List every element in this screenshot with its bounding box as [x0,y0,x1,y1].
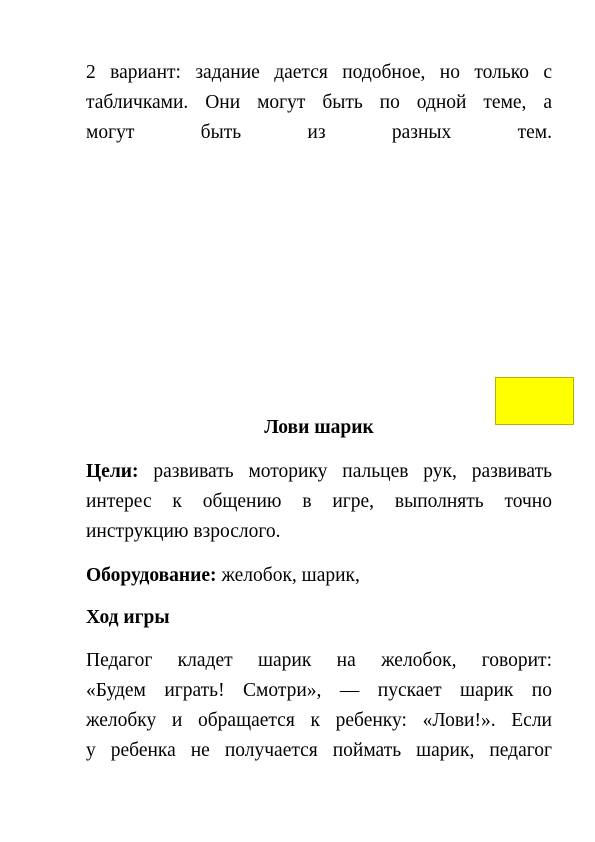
equipment-label: Оборудование: [86,565,217,586]
progress-line: Педагог кладет шарик на желобок, говорит: [86,650,552,671]
progress-line: у ребенка не получается поймать шарик, педагог [86,740,552,761]
equipment-text: желобок, шарик, [216,565,360,586]
progress-line: «Будем играть! Смотри», — пускает шарик по [86,680,552,701]
progress-line: желобку и обращается к ребенку: «Лови!». Если [86,710,552,731]
goals-paragraph [86,457,552,547]
intro-line: 2 вариант: задание дается подобное, но только с [86,62,552,83]
intro-paragraph [86,58,552,148]
game-title: Лови шарик [264,417,374,438]
goals-label: Цели: [86,461,139,482]
intro-line: табличками. Они могут быть по одной теме, а [86,92,552,113]
intro-line: могут быть из разных тем. [86,122,552,143]
goals-line: интерес к общению в игре, выполнять точно [86,491,552,512]
goals-line [86,457,552,487]
goals-text: развивать моторику пальцев рук, развивать [138,461,552,482]
progress-heading: Ход игры [86,607,170,628]
equipment-paragraph [86,561,552,591]
progress-paragraph [86,646,552,766]
goals-line: инструкцию взрослого. [86,521,281,542]
equipment-line [86,561,552,591]
